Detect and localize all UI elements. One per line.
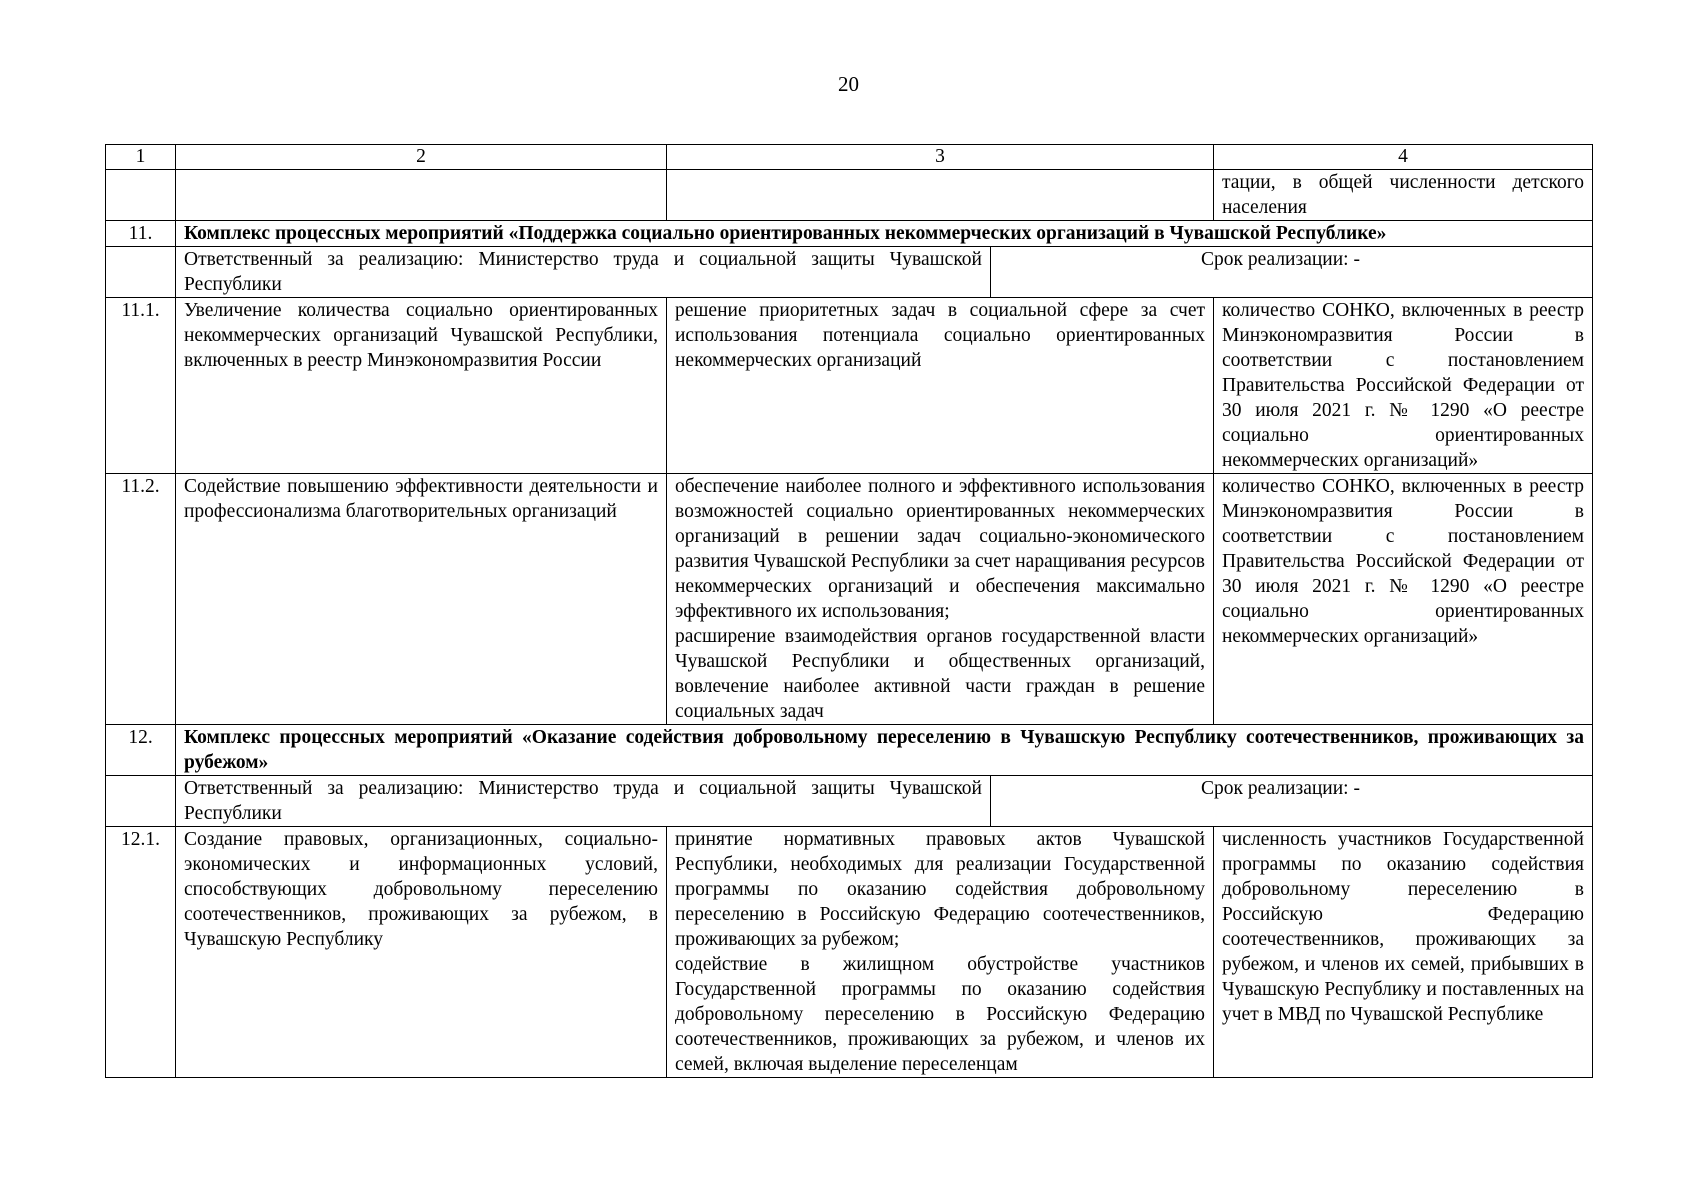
task-cell: Содействие повышению эффективности деятельности и профессионализма благотворительных организаций <box>176 474 667 725</box>
row-number: 11.1. <box>106 298 176 474</box>
indicator-cell: численность участников Государственной программы по оказанию содействия добровольному переселению в Российскую Федерацию соотечественников, проживающих за рубежом, и членов их семей, прибывших в Чувашскую Республику и поставленных на учет в МВД по Чувашской Республике <box>1214 827 1593 1078</box>
table-header-row <box>106 145 1593 170</box>
effect-paragraph: обеспечение наиболее полного и эффективного использования возможностей социально ориентированных некоммерческих организаций в решении задач социально-экономического развития Чувашской Республики за счет наращивания ресурсов некоммерческих организаций и обеспечения максимально эффективного их использования; <box>675 476 1205 622</box>
section-number: 11. <box>106 221 176 247</box>
term-text: Срок реализации: - <box>1201 249 1360 270</box>
responsible-text: Ответственный за реализацию: Министерство труда и социальной защиты Чувашской Республики <box>184 247 991 297</box>
continuation-effect-cell <box>667 170 1214 221</box>
page-number: 20 <box>838 72 859 96</box>
responsible-row <box>106 247 1593 298</box>
continuation-row <box>106 170 1593 221</box>
responsible-num-cell <box>106 776 176 827</box>
continuation-indicator-cell: тации, в общей численности детского населения <box>1214 170 1593 221</box>
section-title: Комплекс процессных мероприятий «Оказание содействия добровольному переселению в Чувашскую Республику соотечественников, проживающих за рубежом» <box>176 725 1593 776</box>
column-header-2: 2 <box>176 145 667 170</box>
effect-paragraph: расширение взаимодействия органов государственной власти Чувашской Республики и общественных организаций, вовлечение наиболее активной части граждан в решение социальных задач <box>675 626 1205 722</box>
continuation-task-cell <box>176 170 667 221</box>
table-row <box>106 827 1593 1078</box>
indicator-cell: количество СОНКО, включенных в реестр Минэкономразвития России в соответствии с постановлением Правительства Российской Федерации от 30 июля 2021 г. № 1290 «О реестре социально ориентированных некоммерческих организаций» <box>1214 298 1593 474</box>
column-header-3: 3 <box>667 145 1214 170</box>
row-number: 11.2. <box>106 474 176 725</box>
measures-table <box>105 144 1593 1078</box>
table-row <box>106 474 1593 725</box>
continuation-num-cell <box>106 170 176 221</box>
responsible-row <box>106 776 1593 827</box>
effect-paragraph: содействие в жилищном обустройстве участников Государственной программы по оказанию содействия добровольному переселению в Российскую Федерацию соотечественников, проживающих за рубежом, и членов их семей, включая выделение переселенцам <box>675 954 1205 1075</box>
section-number: 12. <box>106 725 176 776</box>
column-header-1: 1 <box>106 145 176 170</box>
section-title-row <box>106 725 1593 776</box>
row-number: 12.1. <box>106 827 176 1078</box>
responsible-cell <box>176 776 1593 827</box>
column-header-4: 4 <box>1214 145 1593 170</box>
effect-cell: решение приоритетных задач в социальной сфере за счет использования потенциала социально ориентированных некоммерческих организаций <box>667 298 1214 474</box>
task-cell: Создание правовых, организационных, социально-экономических и информационных условий, способствующих добровольному переселению соотечественников, проживающих за рубежом, в Чувашскую Республику <box>176 827 667 1078</box>
effect-cell <box>667 827 1214 1078</box>
term-text: Срок реализации: - <box>1201 778 1360 799</box>
effect-cell <box>667 474 1214 725</box>
responsible-num-cell <box>106 247 176 298</box>
indicator-cell: количество СОНКО, включенных в реестр Минэкономразвития России в соответствии с постановлением Правительства Российской Федерации от 30 июля 2021 г. № 1290 «О реестре социально ориентированных некоммерческих организаций» <box>1214 474 1593 725</box>
section-title-row <box>106 221 1593 247</box>
section-title: Комплекс процессных мероприятий «Поддержка социально ориентированных некоммерческих организаций в Чувашской Республике» <box>176 221 1593 247</box>
responsible-cell <box>176 247 1593 298</box>
responsible-text: Ответственный за реализацию: Министерство труда и социальной защиты Чувашской Республики <box>184 776 991 826</box>
table-row <box>106 298 1593 474</box>
task-cell: Увеличение количества социально ориентированных некоммерческих организаций Чувашской Республики, включенных в реестр Минэкономразвития России <box>176 298 667 474</box>
effect-paragraph: принятие нормативных правовых актов Чувашской Республики, необходимых для реализации Государственной программы по оказанию содействия добровольному переселению в Российскую Федерацию соотечественников, проживающих за рубежом; <box>675 829 1205 950</box>
